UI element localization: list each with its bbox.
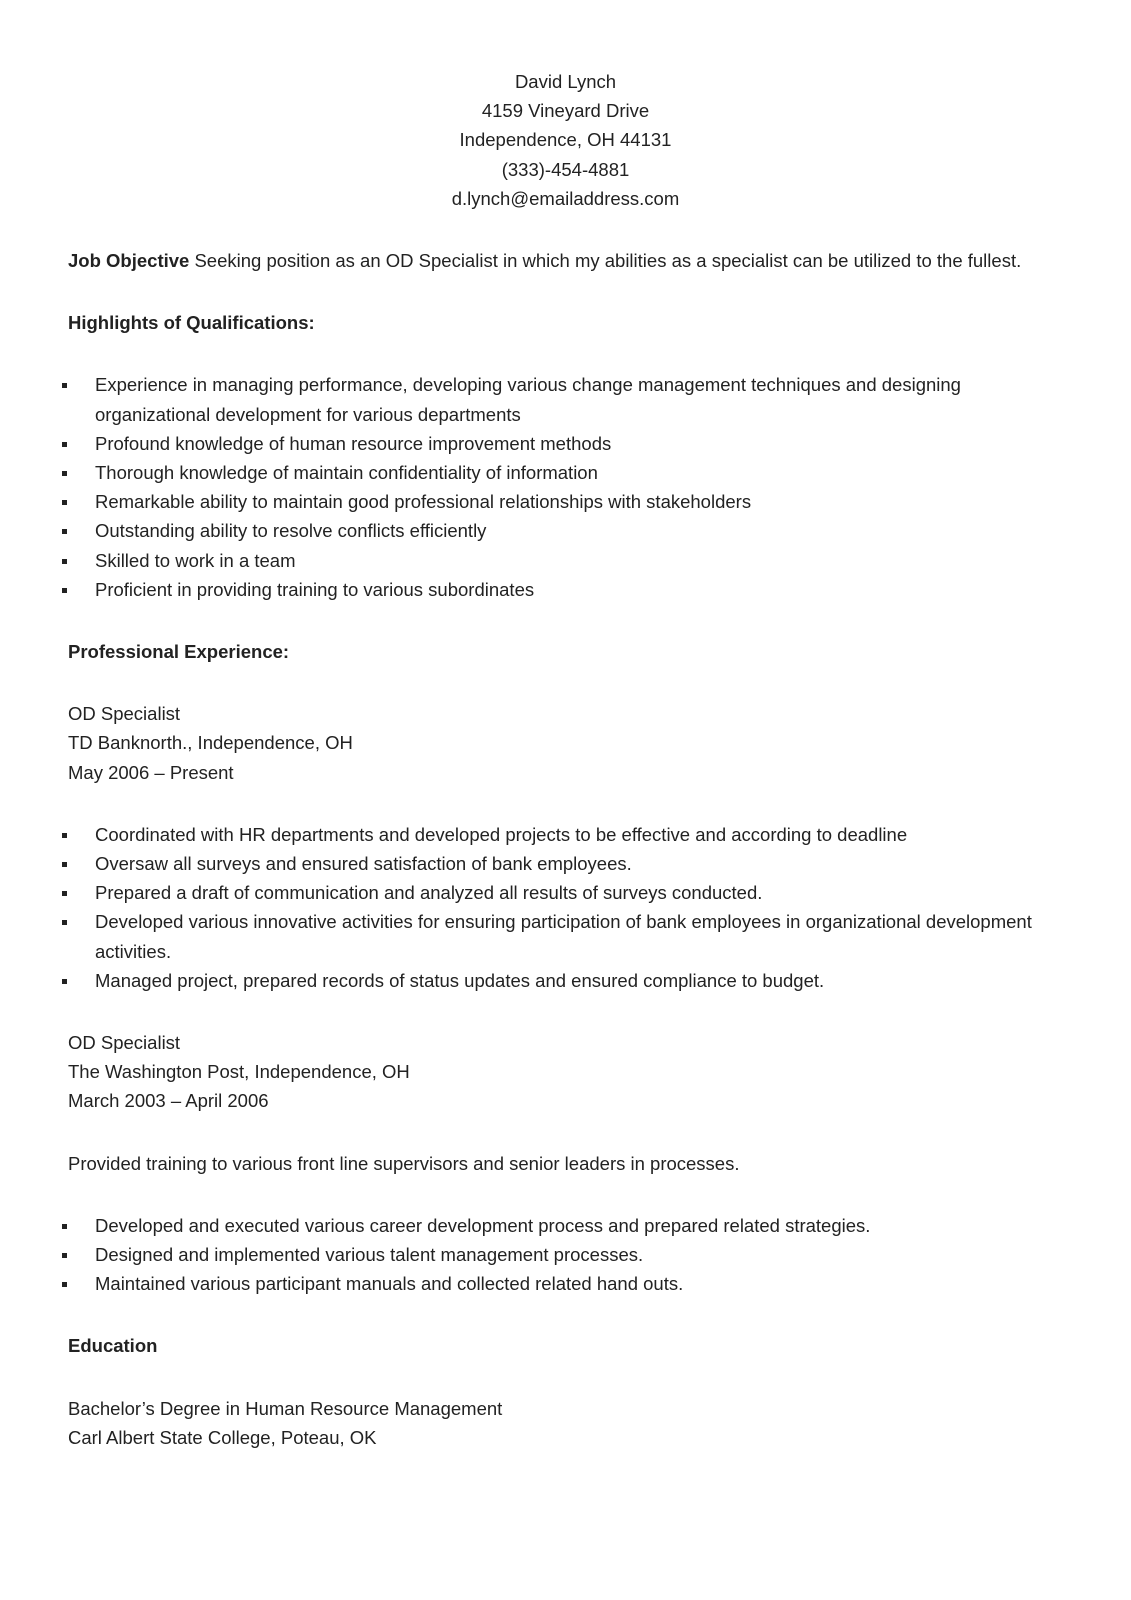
contact-email: d.lynch@emailaddress.com [451, 187, 680, 209]
job-company: The Washington Post, Independence, OH [68, 1061, 410, 1083]
list-item: Developed and executed various career development process and prepared related strategies. [68, 1211, 1048, 1240]
job-duties-list [68, 820, 1048, 995]
education-heading: Education [68, 1335, 158, 1357]
list-item: Designed and implemented various talent management processes. [68, 1240, 1048, 1269]
contact-phone: (333)-454-4881 [501, 158, 630, 180]
qualifications-heading: Highlights of Qualifications: [68, 312, 315, 334]
list-item: Remarkable ability to maintain good professional relationships with stakeholders [68, 487, 1048, 516]
job-duties-list [68, 1211, 1048, 1299]
list-item: Prepared a draft of communication and analyzed all results of surveys conducted. [68, 878, 1048, 907]
contact-street: 4159 Vineyard Drive [481, 100, 650, 122]
qualifications-list [68, 370, 1048, 604]
job-title: OD Specialist [68, 703, 181, 725]
list-item: Oversaw all surveys and ensured satisfaction of bank employees. [68, 849, 1048, 878]
job-dates: May 2006 – Present [68, 761, 234, 783]
job-summary: Provided training to various front line supervisors and senior leaders in processes. [68, 1152, 740, 1174]
job-entry [68, 1028, 1048, 1298]
job-objective-label: Job Objective [68, 250, 190, 271]
resume-body [68, 246, 1048, 1452]
contact-name: David Lynch [514, 71, 617, 92]
list-item: Maintained various participant manuals and collected related hand outs. [68, 1269, 1048, 1298]
list-item: Profound knowledge of human resource improvement methods [68, 429, 1048, 458]
list-item: Developed various innovative activities for ensuring participation of bank employees in organizational development activities. [68, 907, 1048, 965]
job-entry [68, 699, 1048, 995]
list-item: Coordinated with HR departments and developed projects to be effective and according to deadline [68, 820, 1048, 849]
list-item: Thorough knowledge of maintain confidentiality of information [68, 458, 1048, 487]
contact-header [0, 67, 1131, 213]
job-objective-text: Seeking position as an OD Specialist in which my abilities as a specialist can be utilized to the fullest. [189, 250, 1022, 271]
job-dates: March 2003 – April 2006 [68, 1090, 269, 1112]
education-school: Carl Albert State College, Poteau, OK [68, 1426, 377, 1448]
list-item: Proficient in providing training to various subordinates [68, 575, 1048, 604]
education-degree: Bachelor’s Degree in Human Resource Management [68, 1397, 503, 1419]
contact-city: Independence, OH 44131 [459, 129, 672, 151]
experience-heading: Professional Experience: [68, 641, 290, 663]
job-objective [68, 246, 1048, 275]
list-item: Outstanding ability to resolve conflicts efficiently [68, 516, 1048, 545]
list-item: Experience in managing performance, developing various change management techniques and designing organizational development for various departments [68, 370, 1048, 428]
job-company: TD Banknorth., Independence, OH [68, 732, 353, 754]
job-title: OD Specialist [68, 1032, 181, 1054]
list-item: Skilled to work in a team [68, 546, 1048, 575]
list-item: Managed project, prepared records of status updates and ensured compliance to budget. [68, 966, 1048, 995]
